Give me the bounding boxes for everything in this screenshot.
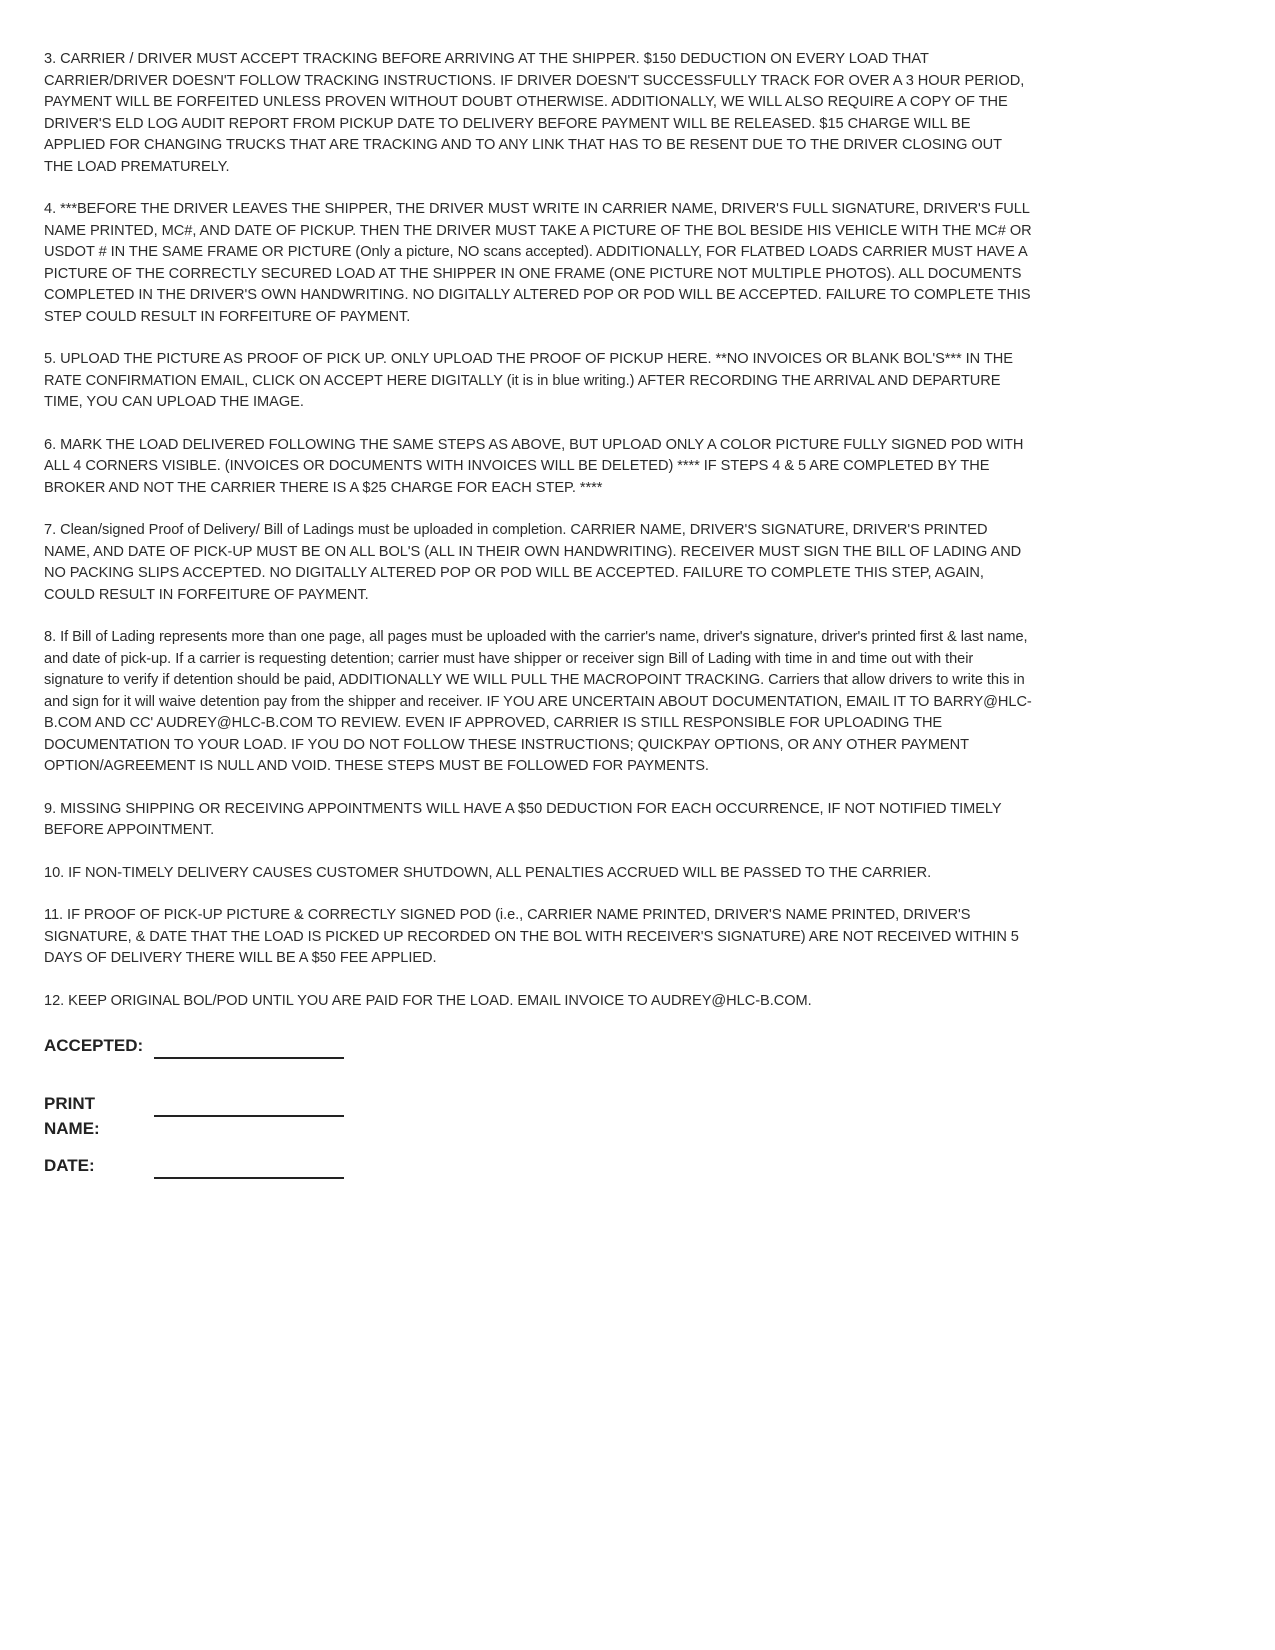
term-paragraph-6: 6. MARK THE LOAD DELIVERED FOLLOWING THE SAME STEPS AS ABOVE, BUT UPLOAD ONLY A COLOR PICTURE FULLY SIGNED POD WITH ALL 4 CORNERS VISIBLE. (INVOICES OR DOCUMENTS WITH INVOICES WILL BE DELETED) **** IF STEPS 4 & 5 ARE COMPLETED BY THE BROKER AND NOT THE CARRIER THERE IS A $25 CHARGE FOR EACH STEP. **** [44, 436, 1024, 496]
term-paragraph-8: 8. If Bill of Lading represents more than one page, all pages must be uploaded with the carrier's name, driver's signature, driver's printed first & last name, and date of pick-up. If a carrier is requesting detention; carrier must have shipper or receiver sign Bill of Lading with time in and time out with their signature to verify if detention should be paid, ADDITIONALLY WE WILL PULL THE MACROPOINT TRACKING. Carriers that allow drivers to write this in and sign for it will waive detention pay from the shipper and receiver. IF YOU ARE UNCERTAIN ABOUT DOCUMENTATION, EMAIL IT TO BARRY@HLC-B.COM AND CC' AUDREY@HLC-B.COM TO REVIEW. EVEN IF APPROVED, CARRIER IS STILL RESPONSIBLE FOR UPLOADING THE DOCUMENTATION TO YOUR LOAD. IF YOU DO NOT FOLLOW THESE INSTRUCTIONS; QUICKPAY OPTIONS, OR ANY OTHER PAYMENT OPTION/AGREEMENT IS NULL AND VOID. THESE STEPS MUST BE FOLLOWED FOR PAYMENTS. [44, 629, 1032, 774]
term-paragraph-4: 4. ***BEFORE THE DRIVER LEAVES THE SHIPPER, THE DRIVER MUST WRITE IN CARRIER NAME, DRIVER'S FULL SIGNATURE, DRIVER'S FULL NAME PRINTED, MC#, AND DATE OF PICKUP. THEN THE DRIVER MUST TAKE A PICTURE OF THE BOL BESIDE HIS VEHICLE WITH THE MC# OR USDOT # IN THE SAME FRAME OR PICTURE (Only a picture, NO scans accepted). ADDITIONALLY, FOR FLATBED LOADS CARRIER MUST HAVE A PICTURE OF THE CORRECTLY SECURED LOAD AT THE SHIPPER IN ONE FRAME (ONE PICTURE NOT MULTIPLE PHOTOS). ALL DOCUMENTS COMPLETED IN THE DRIVER'S OWN HANDWRITING. NO DIGITALLY ALTERED POP OR POD WILL BE ACCEPTED. FAILURE TO COMPLETE THIS STEP COULD RESULT IN FORFEITURE OF PAYMENT. [44, 201, 1032, 325]
term-paragraph-11: 11. IF PROOF OF PICK-UP PICTURE & CORRECTLY SIGNED POD (i.e., CARRIER NAME PRINTED, DRIVER'S NAME PRINTED, DRIVER'S SIGNATURE, & DATE THAT THE LOAD IS PICKED UP RECORDED ON THE BOL WITH RECEIVER'S SIGNATURE) ARE NOT RECEIVED WITHIN 5 DAYS OF DELIVERY THERE WILL BE A $50 FEE APPLIED. [44, 907, 1019, 966]
term-paragraph-7: 7. Clean/signed Proof of Delivery/ Bill of Ladings must be uploaded in completion. CARRIER NAME, DRIVER'S SIGNATURE, DRIVER'S PRINTED NAME, AND DATE OF PICK-UP MUST BE ON ALL BOL'S (ALL IN THEIR OWN HANDWRITING). RECEIVER MUST SIGN THE BILL OF LADING AND NO PACKING SLIPS ACCEPTED. NO DIGITALLY ALTERED POP OR POD WILL BE ACCEPTED. FAILURE TO COMPLETE THIS STEP, AGAIN, COULD RESULT IN FORFEITURE OF PAYMENT. [44, 522, 1022, 603]
term-paragraph-3: 3. CARRIER / DRIVER MUST ACCEPT TRACKING BEFORE ARRIVING AT THE SHIPPER. $150 DEDUCTION ON EVERY LOAD THAT CARRIER/DRIVER DOESN'T FOLLOW TRACKING INSTRUCTIONS. IF DRIVER DOESN'T SUCCESSFULLY TRACK FOR OVER A 3 HOUR PERIOD, PAYMENT WILL BE FORFEITED UNLESS PROVEN WITHOUT DOUBT OTHERWISE. ADDITIONALLY, WE WILL ALSO REQUIRE A COPY OF THE DRIVER'S ELD LOG AUDIT REPORT FROM PICKUP DATE TO DELIVERY BEFORE PAYMENT WILL BE RELEASED. $15 CHARGE WILL BE APPLIED FOR CHANGING TRUCKS THAT ARE TRACKING AND TO ANY LINK THAT HAS TO BE RESENT DUE TO THE DRIVER CLOSING OUT THE LOAD PREMATURELY. [44, 51, 1025, 175]
print-name-line [154, 1115, 344, 1117]
term-paragraph-10: 10. IF NON-TIMELY DELIVERY CAUSES CUSTOMER SHUTDOWN, ALL PENALTIES ACCRUED WILL BE PASSED TO THE CARRIER. [44, 864, 932, 881]
accepted-signature-line [154, 1057, 344, 1059]
date-label: DATE: [44, 1156, 95, 1175]
term-paragraph-9: 9. MISSING SHIPPING OR RECEIVING APPOINTMENTS WILL HAVE A $50 DEDUCTION FOR EACH OCCURRENCE, IF NOT NOTIFIED TIMELY BEFORE APPOINTMENT. [44, 800, 1002, 838]
accepted-label: ACCEPTED: [44, 1036, 144, 1055]
date-line [154, 1177, 344, 1179]
print-name-label [44, 1091, 154, 1141]
terms-document [44, 49, 1034, 1213]
term-paragraph-12: 12. KEEP ORIGINAL BOL/POD UNTIL YOU ARE PAID FOR THE LOAD. EMAIL INVOICE TO AUDREY@HLC-B.COM. [44, 992, 812, 1009]
print-name-label-line1: PRINT [44, 1094, 95, 1113]
term-paragraph-5: 5. UPLOAD THE PICTURE AS PROOF OF PICK UP. ONLY UPLOAD THE PROOF OF PICKUP HERE. **NO INVOICES OR BLANK BOL'S*** IN THE RATE CONFIRMATION EMAIL, CLICK ON ACCEPT HERE DIGITALLY (it is in blue writing.) AFTER RECORDING THE ARRIVAL AND DEPARTURE TIME, YOU CAN UPLOAD THE IMAGE. [44, 351, 1013, 410]
print-name-label-line2: NAME: [44, 1119, 100, 1138]
signature-block [44, 1033, 1034, 1213]
